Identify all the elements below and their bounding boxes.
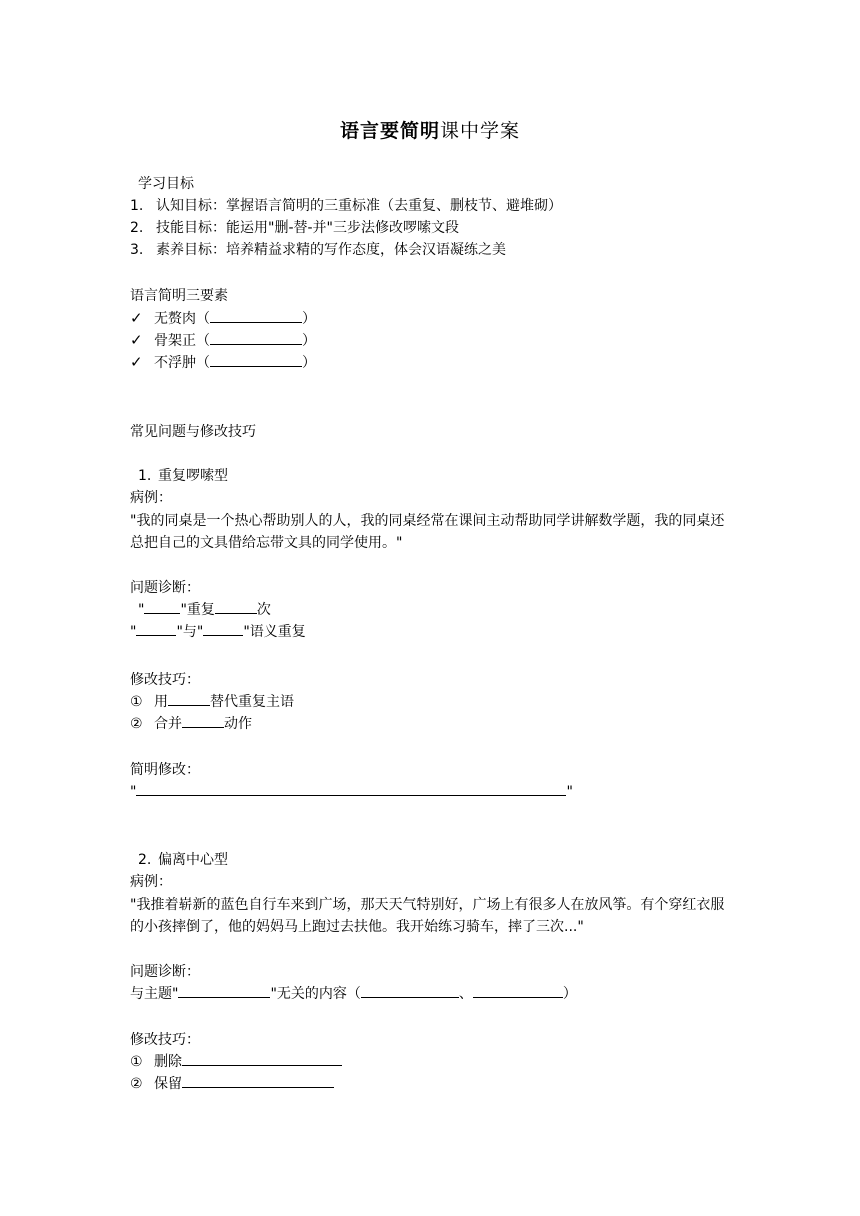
section1-example-text: "我的同桌是一个热心帮助别人的人，我的同桌经常在课间主动帮助同学讲解数学题，我的同桌还总把自己的文具借给忘带文具的同学使用。"	[130, 513, 725, 551]
section1-revision-line	[130, 782, 573, 802]
diag-text: "无关的内容（	[270, 986, 361, 1002]
quote-mark: "	[566, 784, 573, 800]
diag-text: "语义重复	[243, 624, 306, 640]
section1-tech-1	[130, 692, 294, 712]
fill-blank[interactable]	[178, 984, 270, 998]
fill-blank[interactable]	[210, 331, 302, 345]
fill-blank[interactable]	[215, 600, 257, 614]
goal-text: 技能目标：能运用"删-替-并"三步法修改啰嗦文段	[156, 220, 459, 236]
check-icon: ✓	[130, 309, 143, 327]
circled-number: ①	[130, 1054, 143, 1070]
title-rest: 课中学案	[440, 120, 521, 142]
problems-heading: 常见问题与修改技巧	[130, 424, 256, 440]
element-item-3	[130, 352, 316, 373]
section1-diag-line1	[138, 600, 271, 620]
diag-text: 与主题"	[130, 986, 179, 1002]
element-close: ）	[302, 311, 316, 327]
fill-blank[interactable]	[136, 622, 176, 636]
title-bold: 语言要简明	[339, 120, 440, 142]
section-title: 偏离中心型	[158, 852, 228, 868]
section2-title	[138, 850, 228, 870]
goal-number: 1.	[130, 198, 144, 214]
section2-example-label: 病例：	[130, 874, 172, 890]
tech-text: 合并	[154, 716, 182, 732]
fill-blank[interactable]	[203, 622, 243, 636]
goal-text: 认知目标：掌握语言简明的三重标准（去重复、删枝节、避堆砌）	[156, 198, 562, 214]
section1-tech-2	[130, 714, 252, 734]
element-item-1	[130, 308, 316, 329]
page-title	[0, 116, 860, 143]
fill-blank[interactable]	[210, 309, 302, 323]
fill-blank[interactable]	[182, 1052, 342, 1066]
tech-text: 保留	[154, 1076, 182, 1092]
fill-blank[interactable]	[182, 714, 224, 728]
circled-number: ①	[130, 694, 143, 710]
fill-blank[interactable]	[361, 984, 459, 998]
diag-text: "	[138, 602, 145, 618]
goals-heading: 学习目标	[138, 176, 194, 192]
fill-blank[interactable]	[144, 600, 180, 614]
goal-number: 3.	[130, 242, 144, 258]
element-close: ）	[302, 355, 316, 371]
diag-text: "重复	[180, 602, 215, 618]
diag-text: 、	[458, 986, 473, 1002]
tech-text: 删除	[154, 1054, 182, 1070]
section2-tech-2	[130, 1074, 334, 1094]
tech-text: 用	[154, 694, 168, 710]
section-number: 2.	[138, 852, 152, 868]
fill-blank[interactable]	[182, 1074, 334, 1088]
section2-example-text: "我推着崭新的蓝色自行车来到广场，那天天气特别好，广场上有很多人在放风筝。有个穿红衣服的小孩摔倒了，他的妈妈马上跑过去扶他。我开始练习骑车，摔了三次..."	[130, 897, 725, 935]
section-number: 1.	[138, 468, 152, 484]
section1-technique-label: 修改技巧：	[130, 672, 200, 688]
element-close: ）	[302, 333, 316, 349]
fill-blank[interactable]	[473, 984, 563, 998]
check-icon: ✓	[130, 353, 143, 371]
section2-diagnosis-label: 问题诊断：	[130, 964, 200, 980]
section1-example-label: 病例：	[130, 490, 172, 506]
section-title: 重复啰嗦型	[158, 468, 228, 484]
check-icon: ✓	[130, 331, 143, 349]
section1-diagnosis-label: 问题诊断：	[130, 580, 200, 596]
diag-text: "	[130, 624, 137, 640]
tech-text: 替代重复主语	[210, 694, 294, 710]
quote-mark: "	[130, 784, 137, 800]
circled-number: ②	[130, 716, 143, 732]
element-item-2	[130, 330, 316, 351]
goal-item-1	[130, 196, 562, 216]
section1-diag-line2	[130, 622, 306, 642]
section2-tech-1	[130, 1052, 342, 1072]
diag-text: "与"	[176, 624, 204, 640]
diag-text: 次	[256, 602, 271, 618]
section1-title	[138, 466, 228, 486]
circled-number: ②	[130, 1076, 143, 1092]
revision-blank[interactable]	[136, 782, 566, 796]
section1-revision-label: 简明修改：	[130, 762, 200, 778]
element-label: 不浮肿（	[154, 355, 210, 371]
section2-diag-line	[130, 984, 577, 1004]
fill-blank[interactable]	[168, 692, 210, 706]
section2-technique-label: 修改技巧：	[130, 1032, 200, 1048]
goal-number: 2.	[130, 220, 144, 236]
fill-blank[interactable]	[210, 353, 302, 367]
element-label: 骨架正（	[154, 333, 210, 349]
diag-text: ）	[562, 986, 577, 1002]
goal-item-2	[130, 218, 459, 238]
element-label: 无赘肉（	[154, 311, 210, 327]
elements-heading: 语言简明三要素	[130, 288, 228, 304]
tech-text: 动作	[224, 716, 252, 732]
goal-text: 素养目标：培养精益求精的写作态度，体会汉语凝练之美	[156, 242, 506, 258]
goal-item-3	[130, 240, 506, 260]
